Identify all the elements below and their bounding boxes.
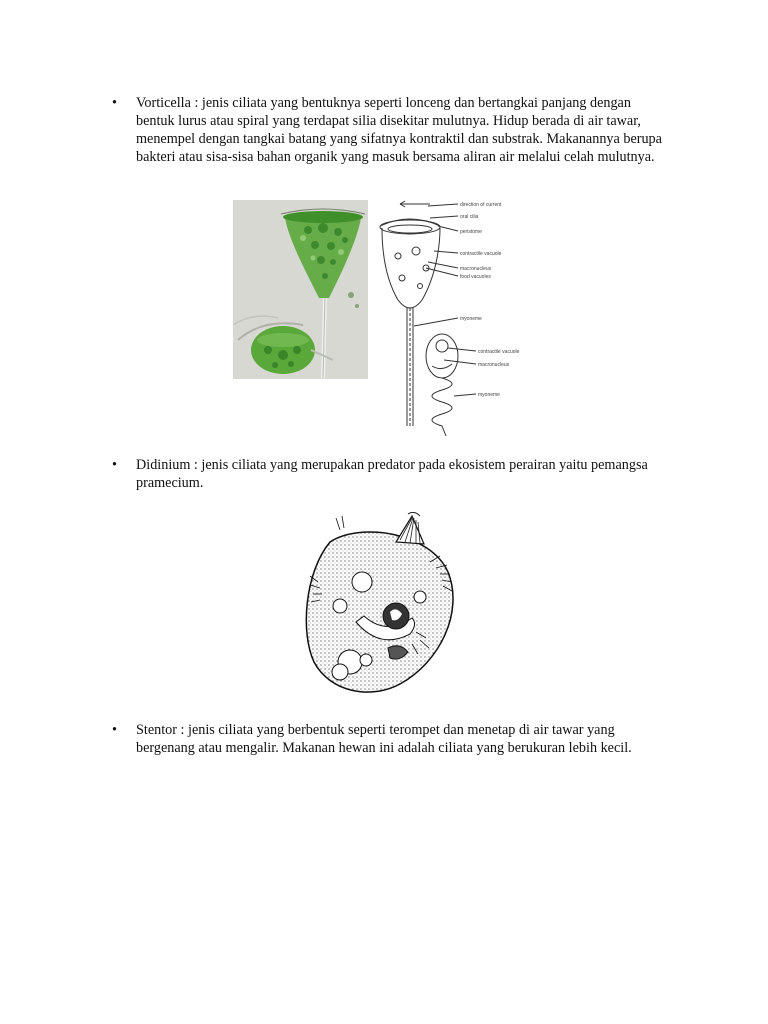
label-macronucleus: macronucleus [460, 266, 492, 272]
bullet-item-didinium [112, 456, 672, 492]
vorticella-diagram-drawing [370, 196, 540, 440]
label-peristome: peristome [460, 229, 482, 235]
bullet-item-vorticella [112, 94, 672, 166]
label-macronucleus-2: macronucleus [478, 362, 510, 368]
bullet-item-stentor [112, 721, 672, 757]
didinium-drawing [300, 512, 468, 698]
label-contractile-vacuole-2: contractile vacuole [478, 349, 520, 355]
bullet-marker: • [112, 722, 117, 738]
stentor-description: Stentor : jenis ciliata yang berbentuk seperti terompet dan menetap di air tawar yang bergenang atau mengalir. Makanan hewan ini adalah ciliata yang berukuran lebih kecil. [136, 722, 632, 756]
vorticella-diagram [370, 196, 540, 440]
label-food-vacuoles: food vacuoles [460, 274, 491, 280]
label-myoneme: myoneme [460, 316, 482, 322]
didinium-illustration [300, 512, 468, 698]
didinium-description: Didinium : jenis ciliata yang merupakan predator pada ekosistem perairan yaitu pemangsa pramecium. [136, 457, 648, 491]
label-direction: direction of current [460, 202, 502, 208]
vorticella-photo-drawing [233, 200, 368, 379]
label-myoneme-2: myoneme [478, 392, 500, 398]
vorticella-description: Vorticella : jenis ciliata yang bentuknya seperti lonceng dan bertangkai panjang dengan bentuk lurus atau spiral yang terdapat silia disekitar mulutnya. Hidup berada di air tawar, menempel dengan tangkai batang yang sifatnya kontraktil dan substrak. Makanannya berupa bakteri atau sisa-sisa bahan organik yang masuk bersama aliran air melalui celah mulutnya. [136, 95, 662, 165]
bullet-marker: • [112, 457, 117, 473]
label-contractile-vacuole: contractile vacuole [460, 251, 502, 257]
vorticella-photo [233, 200, 368, 379]
label-oral-cilia: oral cilia [460, 214, 479, 220]
bullet-marker: • [112, 95, 117, 111]
